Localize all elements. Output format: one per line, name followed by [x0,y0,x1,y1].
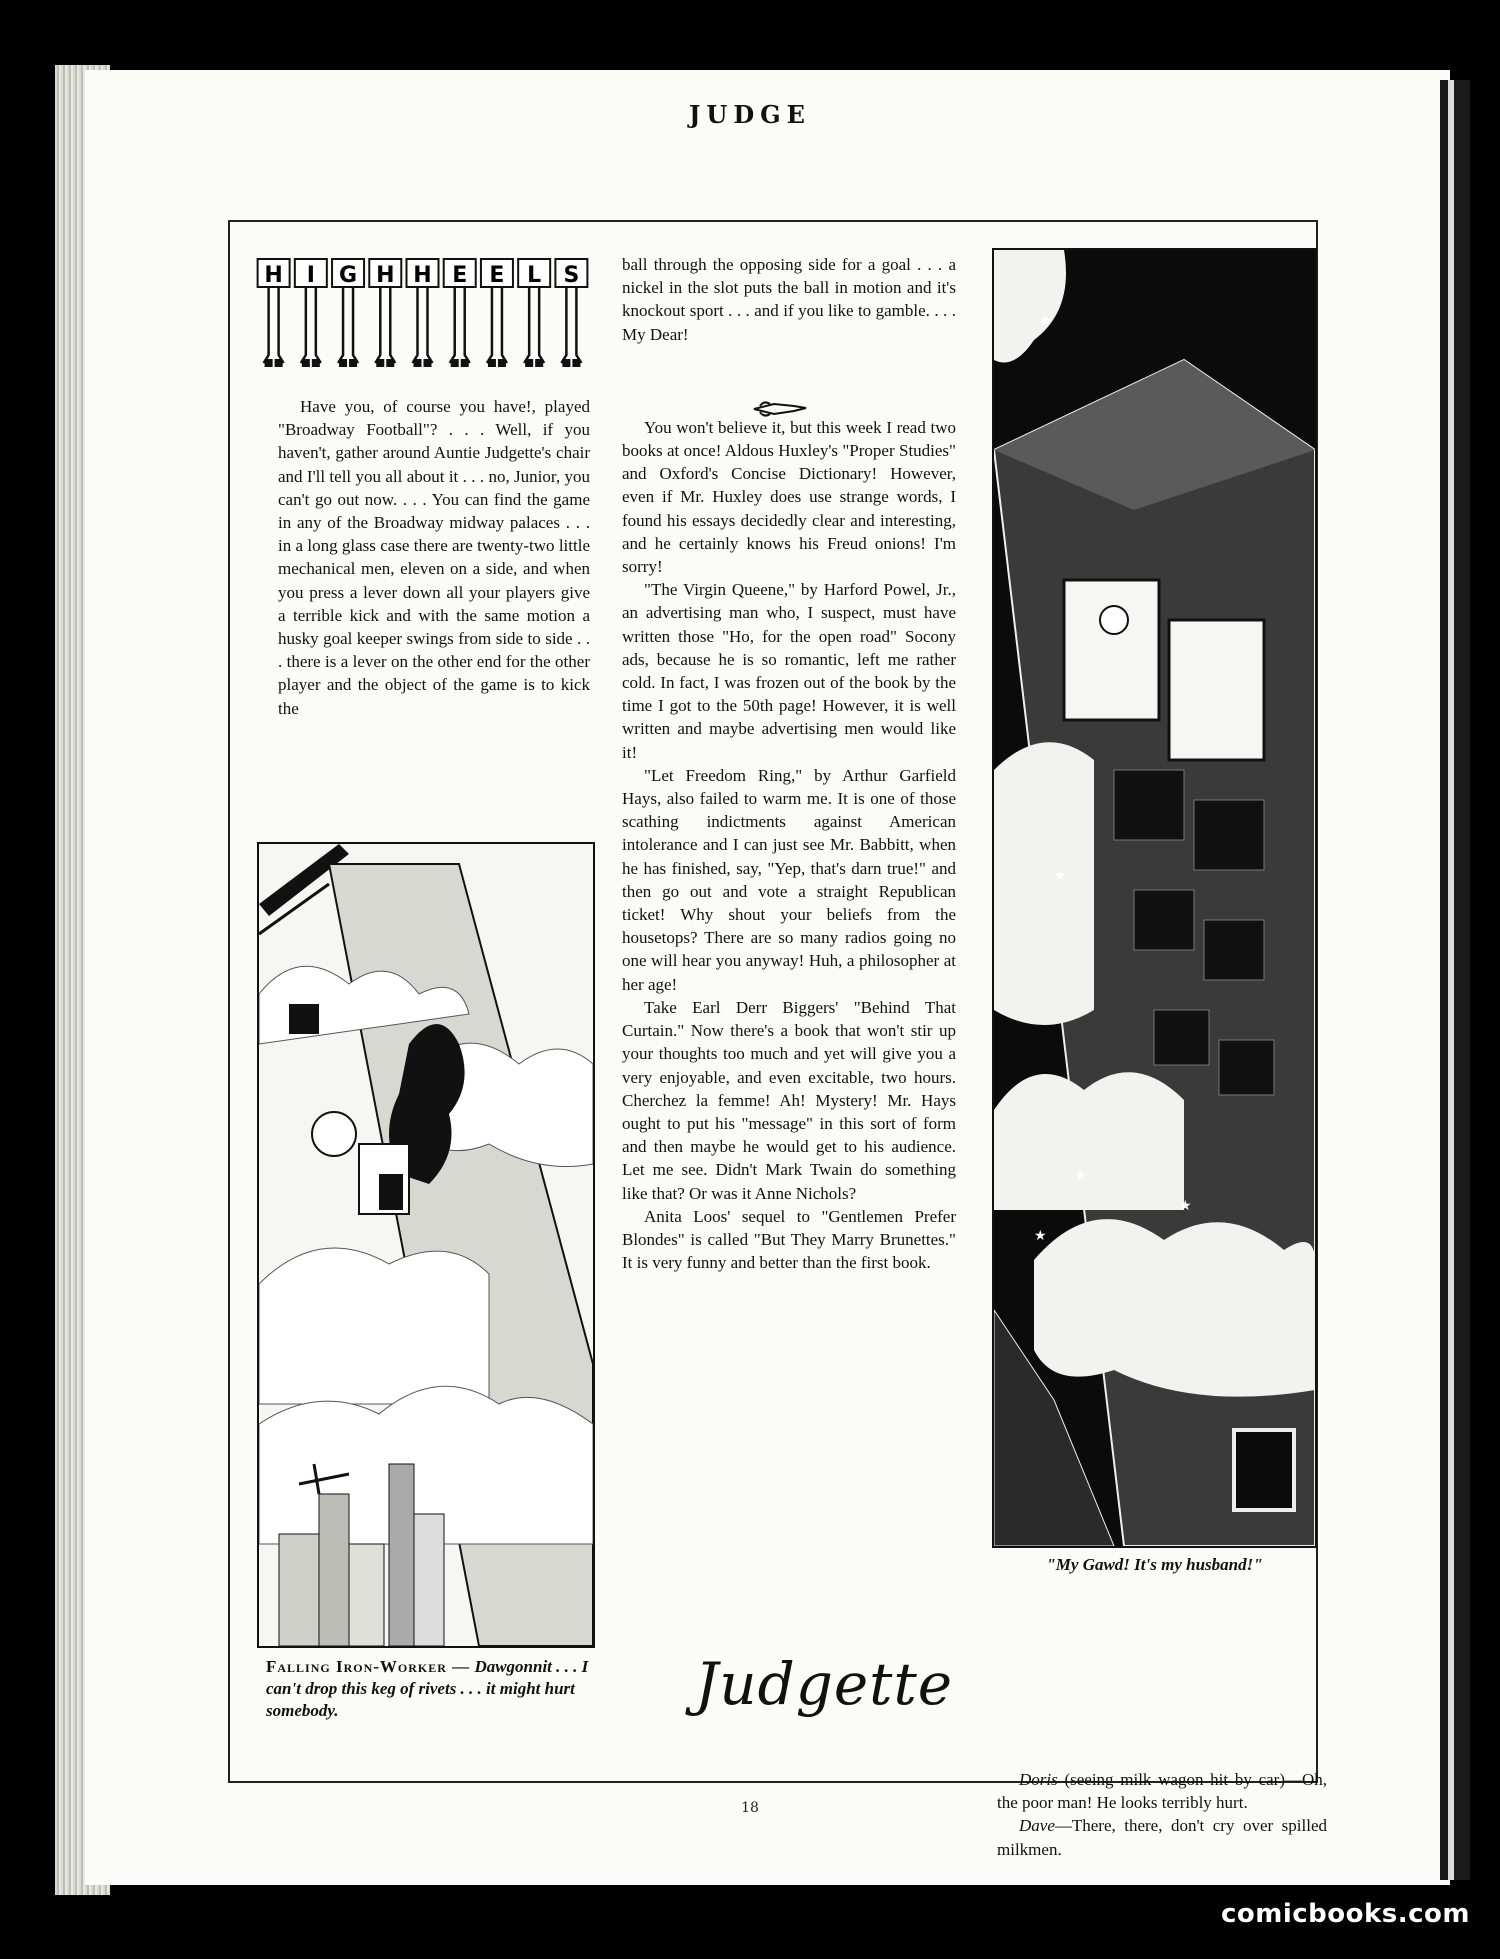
joke-text-1: (seeing milk wagon hit by car)—Oh, the poor man! He looks terribly hurt. [997,1770,1328,1813]
facing-page-edge [1440,80,1470,1880]
svg-text:★: ★ [1179,1198,1192,1214]
banner-letter: H [264,263,283,288]
banner-letter: H [413,263,432,288]
svg-text:★: ★ [1039,313,1052,329]
column-2-para-0: ball through the opposing side for a goal . . . a nickel in the slot puts the ball in motion and it's knockout sport . . . and if you like to gamble. . . . My Dear! [622,255,956,344]
banner-letter-figure [258,259,290,367]
banner-letter-figure [444,259,476,367]
column-2 [622,253,956,1274]
column-2-para-3: "Let Freedom Ring," by Arthur Garfield Hays, also failed to warm me. It is one of those scathing indictments against American intolerance and I can just see Mr. Babbitt, when he has finished, say, "Yep, that's darn true!" and then go out and vote a straight Republican ticket! Why shout your beliefs from the housetops? There are so many radios going no one will hear you anyway! Huh, a philosopher at her age! [622,765,956,994]
banner-letter: H [376,263,395,288]
column-1-text: Have you, of course you have!, played "Broadway Football"? . . . Well, if you haven't, gather around Auntie Judgette's chair and I'll tell you all about it . . . no, Junior, you can't go out now. . . . You can find the game in any of the Broadway midway palaces . . . in a long glass case there are twenty-two little mechanical men, eleven on a side, and when you press a lever down all your players give a terrible kick and with the same motion a husky goal keeper swings from side to side . . . there is a lever on the other end for the other player and the object of the game is to kick the [278,397,590,718]
column-2-para-1: You won't believe it, but this week I read two books at once! Aldous Huxley's "Proper Studies" and Oxford's Concise Dictionary! However, even if Mr. Huxley does use strange words, I found his essays decidedly clear and interesting, and he certainly knows his Freud onions! I'm sorry! [622,417,956,577]
joke-line-2 [997,1814,1327,1860]
joke-speaker-1: Doris [1019,1770,1058,1789]
skyscraper-night-illustration [994,250,1315,1546]
masthead: JUDGE [689,100,811,129]
banner-letter: I [306,263,315,288]
svg-text:★: ★ [1074,1168,1087,1184]
banner-letter: S [563,263,580,288]
column-2-para-5: Anita Loos' sequel to "Gentlemen Prefer Blondes" is called "But They Marry Brunettes." It is very funny and better than the first book. [622,1206,956,1273]
svg-text:★: ★ [1054,868,1067,884]
high-heels-banner [255,255,590,375]
falling-iron-worker-illustration [259,844,593,1646]
watermark: comicbooks.com [1220,1899,1470,1929]
banner-letter: E [489,263,505,288]
banner-letter-figure [369,259,401,367]
caption-1-lead: Falling Iron-Worker — [266,1657,471,1676]
joke-text-2: —There, there, don't cry over spilled milkmen. [997,1816,1327,1859]
banner-letter-figure [332,259,364,367]
joke-speaker-2: Dave [1019,1816,1055,1836]
skyscraper-night-cartoon [992,248,1317,1548]
column-2-para-2: "The Virgin Queene," by Harford Powel, Jr., an advertising man who, I suspect, must have written those "Ho, for the open road" Socony ads, because he is so romantic, left me rather cold. In fact, I was frozen out of the book by the time I got to the 50th page! However, it is well written and maybe advertising men would like it! [622,580,956,762]
caption-1-text: Dawgonnit . . . I can't drop this keg of rivets . . . it might hurt somebody. [266,1657,589,1720]
column-1 [278,395,590,720]
banner-letter-figure [481,259,513,367]
column-2-para-4: Take Earl Derr Biggers' "Behind That Curtain." Now there's a book that won't stir up your thoughts too much and yet will give you a very enjoyable, and even excitable, two hours. Cherchez la femme! Ah! Mystery! Mr. Hays ought to put his "message" in this sort of form and then maybe he would get to his audience. Let me see. Didn't Mark Twain do something like that? Or was it Anne Nichols? [622,997,956,1203]
banner-letter: G [339,263,358,288]
banner-letter: L [527,263,542,288]
banner-letter-figure [518,259,550,367]
banner-letter-figure [407,259,439,367]
banner-letter-figure [555,259,587,367]
falling-iron-worker-cartoon [257,842,595,1648]
svg-text:★: ★ [1034,1228,1047,1244]
cartoon-2-caption: "My Gawd! It's my husband!" [1046,1555,1263,1574]
banner-letter-figure [295,259,327,367]
banner-letter: E [452,263,468,288]
judgette-signature: Judgette [695,1650,954,1718]
cartoon-1-caption [266,1656,596,1722]
page-number: 18 [741,1800,759,1816]
